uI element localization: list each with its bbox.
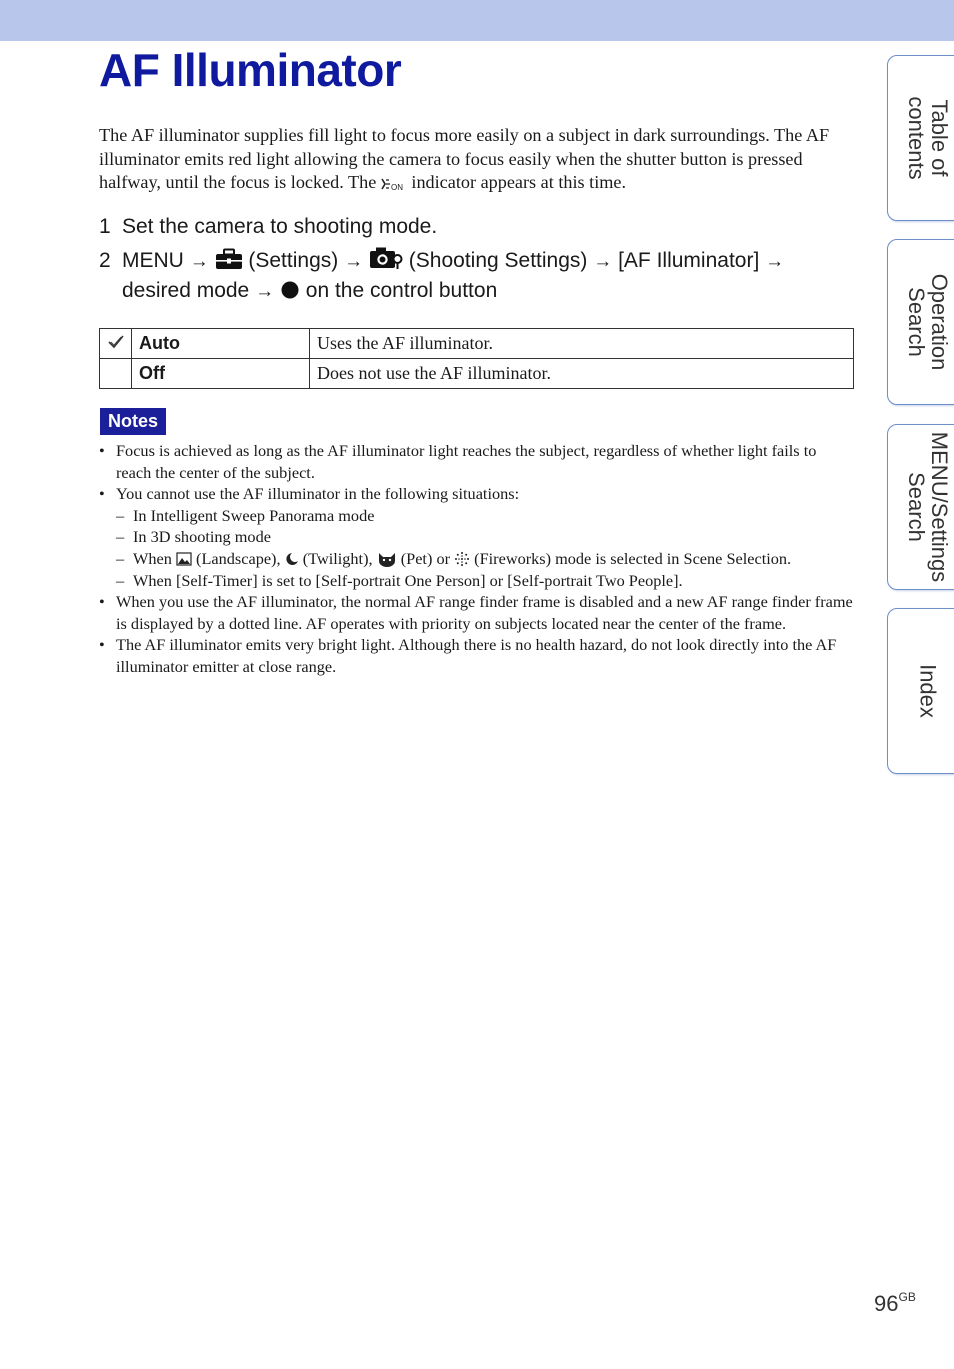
option-label: Auto <box>132 329 310 359</box>
sub-note-text: (Landscape), <box>196 548 281 568</box>
checkmark-icon <box>108 335 124 349</box>
sub-list-item <box>99 570 854 592</box>
tab-label-line: Search <box>904 287 929 357</box>
tab-label-line: Search <box>904 472 929 542</box>
sub-list-item <box>99 505 854 527</box>
option-label: Off <box>132 359 310 389</box>
sub-note-text: In Intelligent Sweep Panorama mode <box>133 505 375 525</box>
toolbox-icon <box>215 248 243 270</box>
dash: – <box>116 548 125 568</box>
twilight-moon-icon <box>285 552 299 566</box>
sub-note-text: When [Self-Timer] is set to [Self-portrait One Person] or [Self-portrait Two People]. <box>133 570 683 590</box>
top-banner <box>0 0 954 41</box>
center-button-icon <box>280 280 300 300</box>
note-text: When you use the AF illuminator, the normal AF range finder frame is disabled and a new AF range finder frame is displayed by a dotted line. AF operates with priority on subjects located near the center of the frame. <box>116 592 853 633</box>
table-row <box>100 359 854 389</box>
tab-label-line: contents <box>904 96 929 180</box>
tab-label-line: Index <box>915 664 941 718</box>
dash: – <box>116 527 125 547</box>
intro-line-2b: indicator appears at this time. <box>411 172 627 192</box>
note-text: Focus is achieved as long as the AF illuminator light reaches the subject, regardless of whether light fails to reach the center of the subject. <box>116 441 817 482</box>
tab-label-line: MENU/Settings <box>927 431 952 583</box>
tab-label <box>917 664 940 718</box>
menu-label: MENU <box>122 249 184 272</box>
sub-note-text: In 3D shooting mode <box>133 527 271 547</box>
control-button-label: on the control button <box>305 279 498 302</box>
tab-index[interactable] <box>887 608 954 774</box>
af-illuminator-icon <box>381 177 407 191</box>
tab-label <box>905 432 951 582</box>
bullet: • <box>99 635 105 655</box>
camera-settings-icon <box>369 246 403 270</box>
step-2 <box>99 246 859 306</box>
landscape-icon <box>176 552 192 566</box>
notes-list <box>99 440 854 678</box>
arrow-icon: → <box>593 251 613 272</box>
tab-label <box>905 96 951 179</box>
page-title: AF Illuminator <box>99 44 402 96</box>
list-item <box>99 440 854 483</box>
page-number-value: 96 <box>874 1291 899 1316</box>
sub-list-item <box>99 548 854 570</box>
intro-paragraph <box>99 124 859 195</box>
fireworks-icon <box>454 551 470 567</box>
sub-note-text: (Twilight), <box>302 548 373 568</box>
af-illuminator-item: [AF Illuminator] <box>618 249 760 272</box>
sub-list-item <box>99 526 854 548</box>
arrow-icon: → <box>765 251 785 272</box>
page-number-suffix: GB <box>898 1290 916 1304</box>
default-marker-cell <box>100 329 132 359</box>
arrow-icon: → <box>344 251 364 272</box>
list-item <box>99 483 854 505</box>
step-number: 1 <box>99 215 111 238</box>
dash: – <box>116 570 125 590</box>
arrow-icon: → <box>189 251 209 272</box>
step-number: 2 <box>99 249 111 272</box>
arrow-icon: → <box>255 281 275 302</box>
intro-line-1: The AF illuminator supplies fill light to focus more easily on a subject in dark surroundings. <box>99 125 770 145</box>
tab-operation-search[interactable] <box>887 239 954 405</box>
intro-line-2a: The AF illuminator emits red light allowing the camera to focus easily when the shutter button is pressed halfway, until the focus is locked. The <box>99 125 830 192</box>
bullet: • <box>99 441 105 460</box>
option-description: Does not use the AF illuminator. <box>310 359 854 389</box>
desired-mode-label: desired mode <box>122 279 250 302</box>
tab-label-line: Table of <box>927 99 952 177</box>
default-marker-cell <box>100 359 132 389</box>
option-description: Uses the AF illuminator. <box>310 329 854 359</box>
tab-label <box>905 274 951 371</box>
list-item <box>99 591 854 634</box>
note-text: The AF illuminator emits very bright light. Although there is no health hazard, do not look directly into the AF illuminator emitter at close range. <box>116 635 837 676</box>
options-table <box>99 328 854 389</box>
note-text: You cannot use the AF illuminator in the following situations: <box>116 484 520 504</box>
bullet: • <box>99 592 105 612</box>
tab-table-of-contents[interactable] <box>887 55 954 221</box>
svg-text:ON: ON <box>390 183 403 191</box>
tab-menu-settings-search[interactable] <box>887 424 954 590</box>
notes-badge: Notes <box>100 408 166 435</box>
list-item <box>99 634 854 677</box>
sub-note-text: (Pet) or <box>400 548 451 568</box>
tab-label-line: Operation <box>927 273 952 371</box>
step-1 <box>99 212 437 241</box>
step-text: Set the camera to shooting mode. <box>122 215 438 238</box>
bullet: • <box>99 484 105 504</box>
dash: – <box>116 505 125 525</box>
sub-note-text: (Fireworks) mode is selected in Scene Selection. <box>474 548 792 568</box>
pet-icon <box>377 551 397 567</box>
page-number <box>874 1290 916 1317</box>
table-row <box>100 329 854 359</box>
sub-note-text: When <box>133 548 172 568</box>
shooting-settings-label: (Shooting Settings) <box>408 249 588 272</box>
settings-label: (Settings) <box>248 249 339 272</box>
